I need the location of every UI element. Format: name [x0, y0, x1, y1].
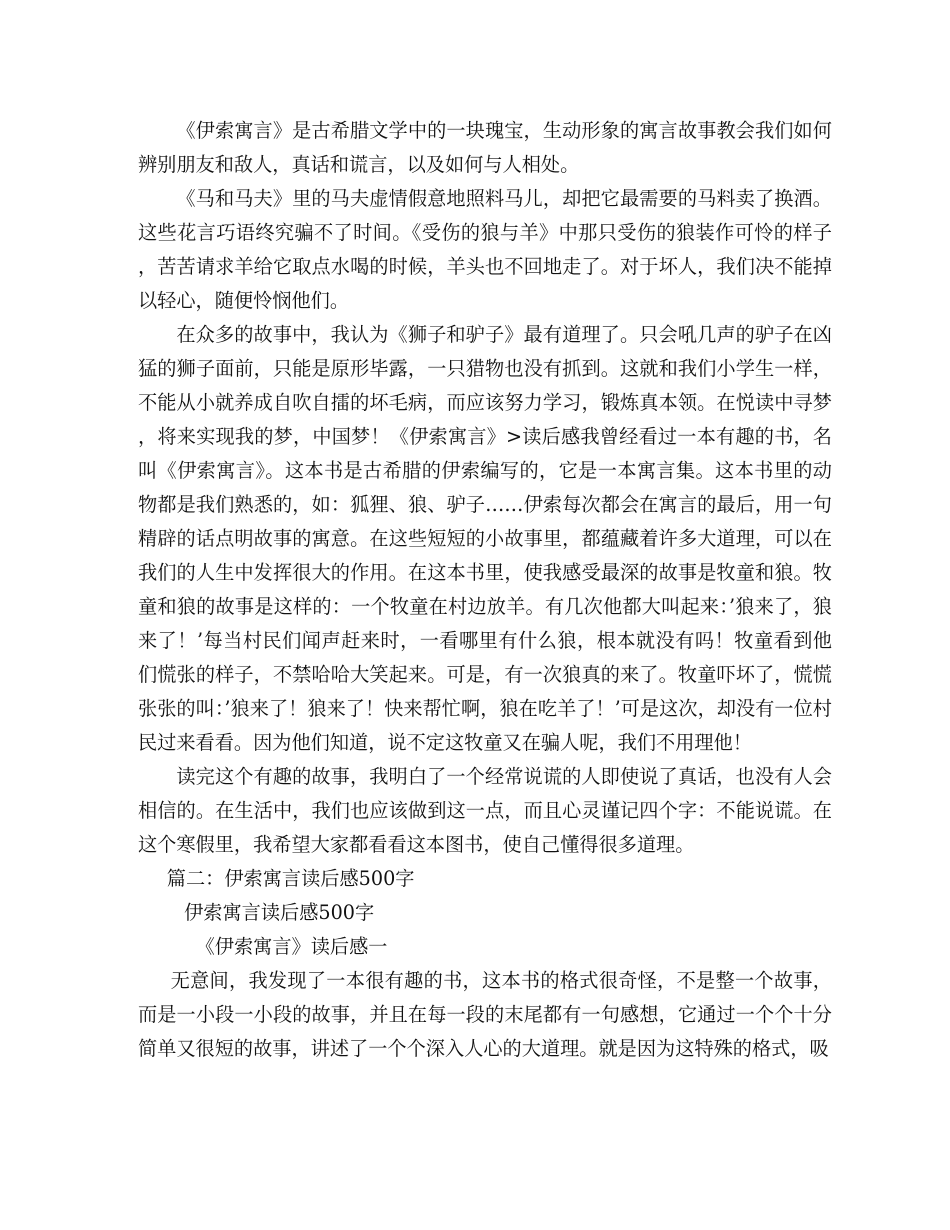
paragraph-intro: 《伊索寓言》是古希腊文学中的一块瑰宝，生动形象的寓言故事教会我们如何辨别朋友和敌人，真话和谎言，以及如何与人相处。 [138, 119, 832, 176]
paragraph-lion-and-donkey: 在众多的故事中，我认为《狮子和驴子》最有道理了。只会吼几声的驴子在凶猛的狮子面前，只能是原形毕露，一只猎物也没有抓到。这就和我们小学生一样，不能从小就养成自吹自擂的坏毛病，而应该努力学习，锻炼真本领。在悦读中寻梦，将来实现我的梦，中国梦！《伊索寓言》>读后感我曾经看过一本有趣的书，名叫《伊索寓言》。这本书是古希腊的伊索编写的，它是一本寓言集。这本书里的动物都是我们熟悉的，如：狐狸、狼、驴子……伊索每次都会在寓言的最后，用一句精辟的话点明故事的寓意。在这些短短的小故事里，都蕴藏着许多大道理，可以在我们的人生中发挥很大的作用。在这本书里，使我感受最深的故事是牧童和狼。牧童和狼的故事是这样的：一个牧童在村边放羊。有几次他都大叫起来：’狼来了，狼来了！’每当村民们闻声赶来时，一看哪里有什么狼，根本就没有吗！牧童看到他们慌张的样子，不禁哈哈大笑起来。可是，有一次狼真的来了。牧童吓坏了，慌慌张张的叫：’狼来了！狼来了！快来帮忙啊，狼在吃羊了！’可是这次，却没有一位村民过来看看。因为他们知道，说不定这牧童又在骗人呢，我们不用理他！ [138, 323, 832, 754]
paragraph-article-start: 无意间，我发现了一本很有趣的书，这本书的格式很奇怪，不是整一个故事，而是一小段一小段的故事，并且在每一段的末尾都有一句感想，它通过一个个十分简单又很短的故事，讲述了一个个深入人心的大道理。就是因为这特殊的格式，吸 [138, 969, 832, 1060]
paragraph-conclusion: 读完这个有趣的故事，我明白了一个经常说谎的人即使说了真话，也没有人会相信的。在生活中，我们也应该做到这一点，而且心灵谨记四个字：不能说谎。在这个寒假里，我希望大家都看看这本图书，使自己懂得很多道理。 [138, 765, 832, 856]
paragraph-horse-and-groom: 《马和马夫》里的马夫虚情假意地照料马儿，却把它最需要的马料卖了换酒。这些花言巧语终究骗不了时间。《受伤的狼与羊》中那只受伤的狼装作可怜的样子，苦苦请求羊给它取点水喝的时候，羊头也不回地走了。对于坏人，我们决不能掉以轻心，随便怜悯他们。 [138, 187, 832, 312]
document-body [138, 114, 832, 1066]
article-title: 《伊索寓言》读后感一 [195, 935, 388, 958]
section-title: 篇二：伊索寓言读后感500字 [166, 867, 415, 890]
section-subtitle: 伊索寓言读后感500字 [184, 901, 375, 924]
